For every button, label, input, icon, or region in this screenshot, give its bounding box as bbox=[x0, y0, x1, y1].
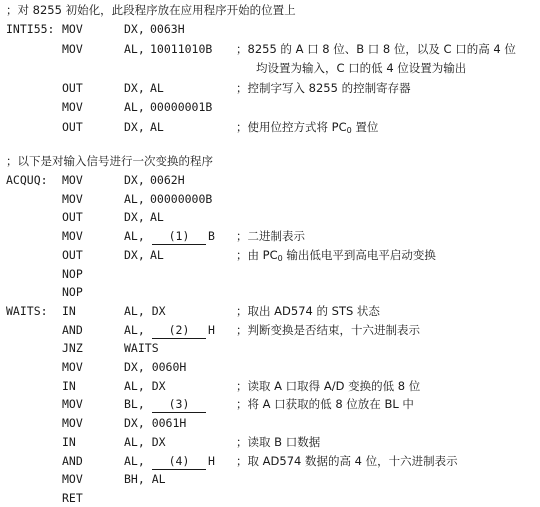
code-line bbox=[0, 452, 540, 470]
operand-1: AL, DX bbox=[124, 303, 166, 318]
operand-1: DX, bbox=[124, 173, 145, 187]
operand-2: 10011010B bbox=[150, 41, 213, 56]
operand-1: DX, bbox=[124, 119, 145, 134]
code-label: WAITS: bbox=[6, 303, 48, 318]
operand-1: AL, DX bbox=[124, 434, 166, 449]
code-line bbox=[0, 433, 540, 451]
opcode: IN bbox=[62, 434, 76, 449]
opcode: IN bbox=[62, 303, 76, 318]
section2-comment: ；以下是对输入信号进行一次变换的程序 bbox=[6, 154, 213, 168]
operand-2: AL bbox=[150, 247, 164, 262]
opcode: OUT bbox=[62, 80, 83, 95]
intro-comment: ；对 8255 初始化，此段程序放在应用程序开始的位置上 bbox=[6, 3, 296, 17]
code-line bbox=[0, 489, 540, 507]
opcode: JNZ bbox=[62, 341, 83, 356]
code-line bbox=[0, 79, 540, 97]
operand-2: AL bbox=[150, 210, 164, 225]
fill-in-blank bbox=[150, 395, 208, 413]
blank-number: (1) bbox=[152, 229, 206, 245]
operand-1: AL, bbox=[124, 41, 145, 56]
code-label: INTI55: bbox=[6, 22, 55, 36]
code-line bbox=[0, 190, 540, 208]
opcode: NOP bbox=[62, 266, 83, 281]
intro-comment-line bbox=[0, 1, 540, 19]
opcode: AND bbox=[62, 322, 83, 337]
operand-1: WAITS bbox=[124, 341, 159, 356]
fill-in-blank: (4) H bbox=[150, 452, 215, 470]
line-comment: ；取 AD574 数据的高 4 位，十六进制表示 bbox=[236, 453, 458, 468]
code-line bbox=[0, 339, 540, 357]
code-line bbox=[0, 395, 540, 413]
opcode: MOV bbox=[62, 416, 83, 431]
comment-continuation: 均设置为输入，C 口的低 4 位设置为输出 bbox=[256, 61, 467, 75]
line-comment: ；将 A 口获取的低 8 位放在 BL 中 bbox=[236, 397, 414, 412]
operand-1: AL, DX bbox=[124, 378, 166, 393]
code-line bbox=[0, 246, 540, 264]
opcode: MOV bbox=[62, 229, 83, 244]
line-comment: ；控制字写入 8255 的控制寄存器 bbox=[236, 80, 411, 95]
operand-1: DX, 0061H bbox=[124, 416, 187, 431]
opcode: OUT bbox=[62, 119, 83, 134]
operand-1: DX, bbox=[124, 80, 145, 95]
code-line bbox=[0, 321, 540, 339]
code-line bbox=[0, 265, 540, 283]
operand-2: 0062H bbox=[150, 173, 185, 187]
code-label: ACQUQ: bbox=[6, 173, 48, 187]
code-line bbox=[0, 171, 540, 189]
opcode: MOV bbox=[62, 360, 83, 374]
operand-1: AL, bbox=[124, 322, 145, 337]
blank-number: (2) bbox=[152, 323, 206, 339]
opcode: RET bbox=[62, 490, 83, 505]
opcode: OUT bbox=[62, 247, 83, 262]
opcode: MOV bbox=[62, 472, 83, 487]
operand-2: AL bbox=[150, 119, 164, 134]
section2-comment-line bbox=[0, 152, 540, 170]
code-line bbox=[0, 302, 540, 320]
operand-2: AL bbox=[150, 80, 164, 95]
fill-in-blank: (1) B bbox=[150, 227, 215, 245]
operand-1: BL, bbox=[124, 397, 145, 412]
operand-1: DX, bbox=[124, 210, 145, 225]
line-comment: ；由 $PC_0$ 输出低电平到高电平启动变换 bbox=[236, 247, 436, 263]
blank-number: (3) bbox=[152, 397, 206, 413]
opcode: NOP bbox=[62, 285, 83, 300]
operand-1: AL, bbox=[124, 453, 145, 468]
opcode: IN bbox=[62, 378, 76, 393]
code-line bbox=[0, 118, 540, 136]
code-line bbox=[0, 377, 540, 395]
operand-1: BH, AL bbox=[124, 472, 166, 487]
line-comment: ；二进制表示 bbox=[236, 229, 305, 244]
operand-1: DX, 0060H bbox=[124, 360, 187, 374]
opcode: AND bbox=[62, 453, 83, 468]
opcode: OUT bbox=[62, 210, 83, 225]
line-comment: ；8255 的 A 口 8 位、B 口 8 位，以及 C 口的高 4 位 bbox=[236, 41, 516, 56]
code-line bbox=[0, 20, 540, 38]
opcode: MOV bbox=[62, 22, 83, 36]
opcode: MOV bbox=[62, 173, 83, 187]
opcode: MOV bbox=[62, 397, 83, 412]
code-line bbox=[0, 227, 540, 245]
operand-2: 0063H bbox=[150, 22, 185, 36]
code-line bbox=[0, 208, 540, 226]
line-comment: ；使用位控方式将 $PC_0$ 置位 bbox=[236, 119, 379, 135]
code-line bbox=[0, 414, 540, 432]
line-comment: ；取出 AD574 的 STS 状态 bbox=[236, 303, 380, 318]
opcode: MOV bbox=[62, 100, 83, 114]
operand-2: 00000001B bbox=[150, 100, 213, 114]
code-line bbox=[0, 283, 540, 301]
code-line bbox=[0, 358, 540, 376]
operand-1: DX, bbox=[124, 22, 145, 36]
operand-1: DX, bbox=[124, 247, 145, 262]
operand-1: AL, bbox=[124, 191, 145, 206]
blank-number: (4) bbox=[152, 454, 206, 470]
code-line bbox=[0, 98, 540, 116]
opcode: MOV bbox=[62, 191, 83, 206]
comment-continuation-line bbox=[0, 59, 540, 77]
line-comment: ；判断变换是否结束，十六进制表示 bbox=[236, 322, 420, 337]
fill-in-blank: (2) H bbox=[150, 321, 215, 339]
code-line bbox=[0, 40, 540, 58]
opcode: MOV bbox=[62, 41, 83, 56]
line-comment: ；读取 B 口数据 bbox=[236, 434, 321, 449]
operand-1: AL, bbox=[124, 229, 145, 244]
operand-2: 00000000B bbox=[150, 191, 213, 206]
code-line bbox=[0, 470, 540, 488]
line-comment: ；读取 A 口取得 A/D 变换的低 8 位 bbox=[236, 378, 421, 393]
operand-1: AL, bbox=[124, 100, 145, 114]
